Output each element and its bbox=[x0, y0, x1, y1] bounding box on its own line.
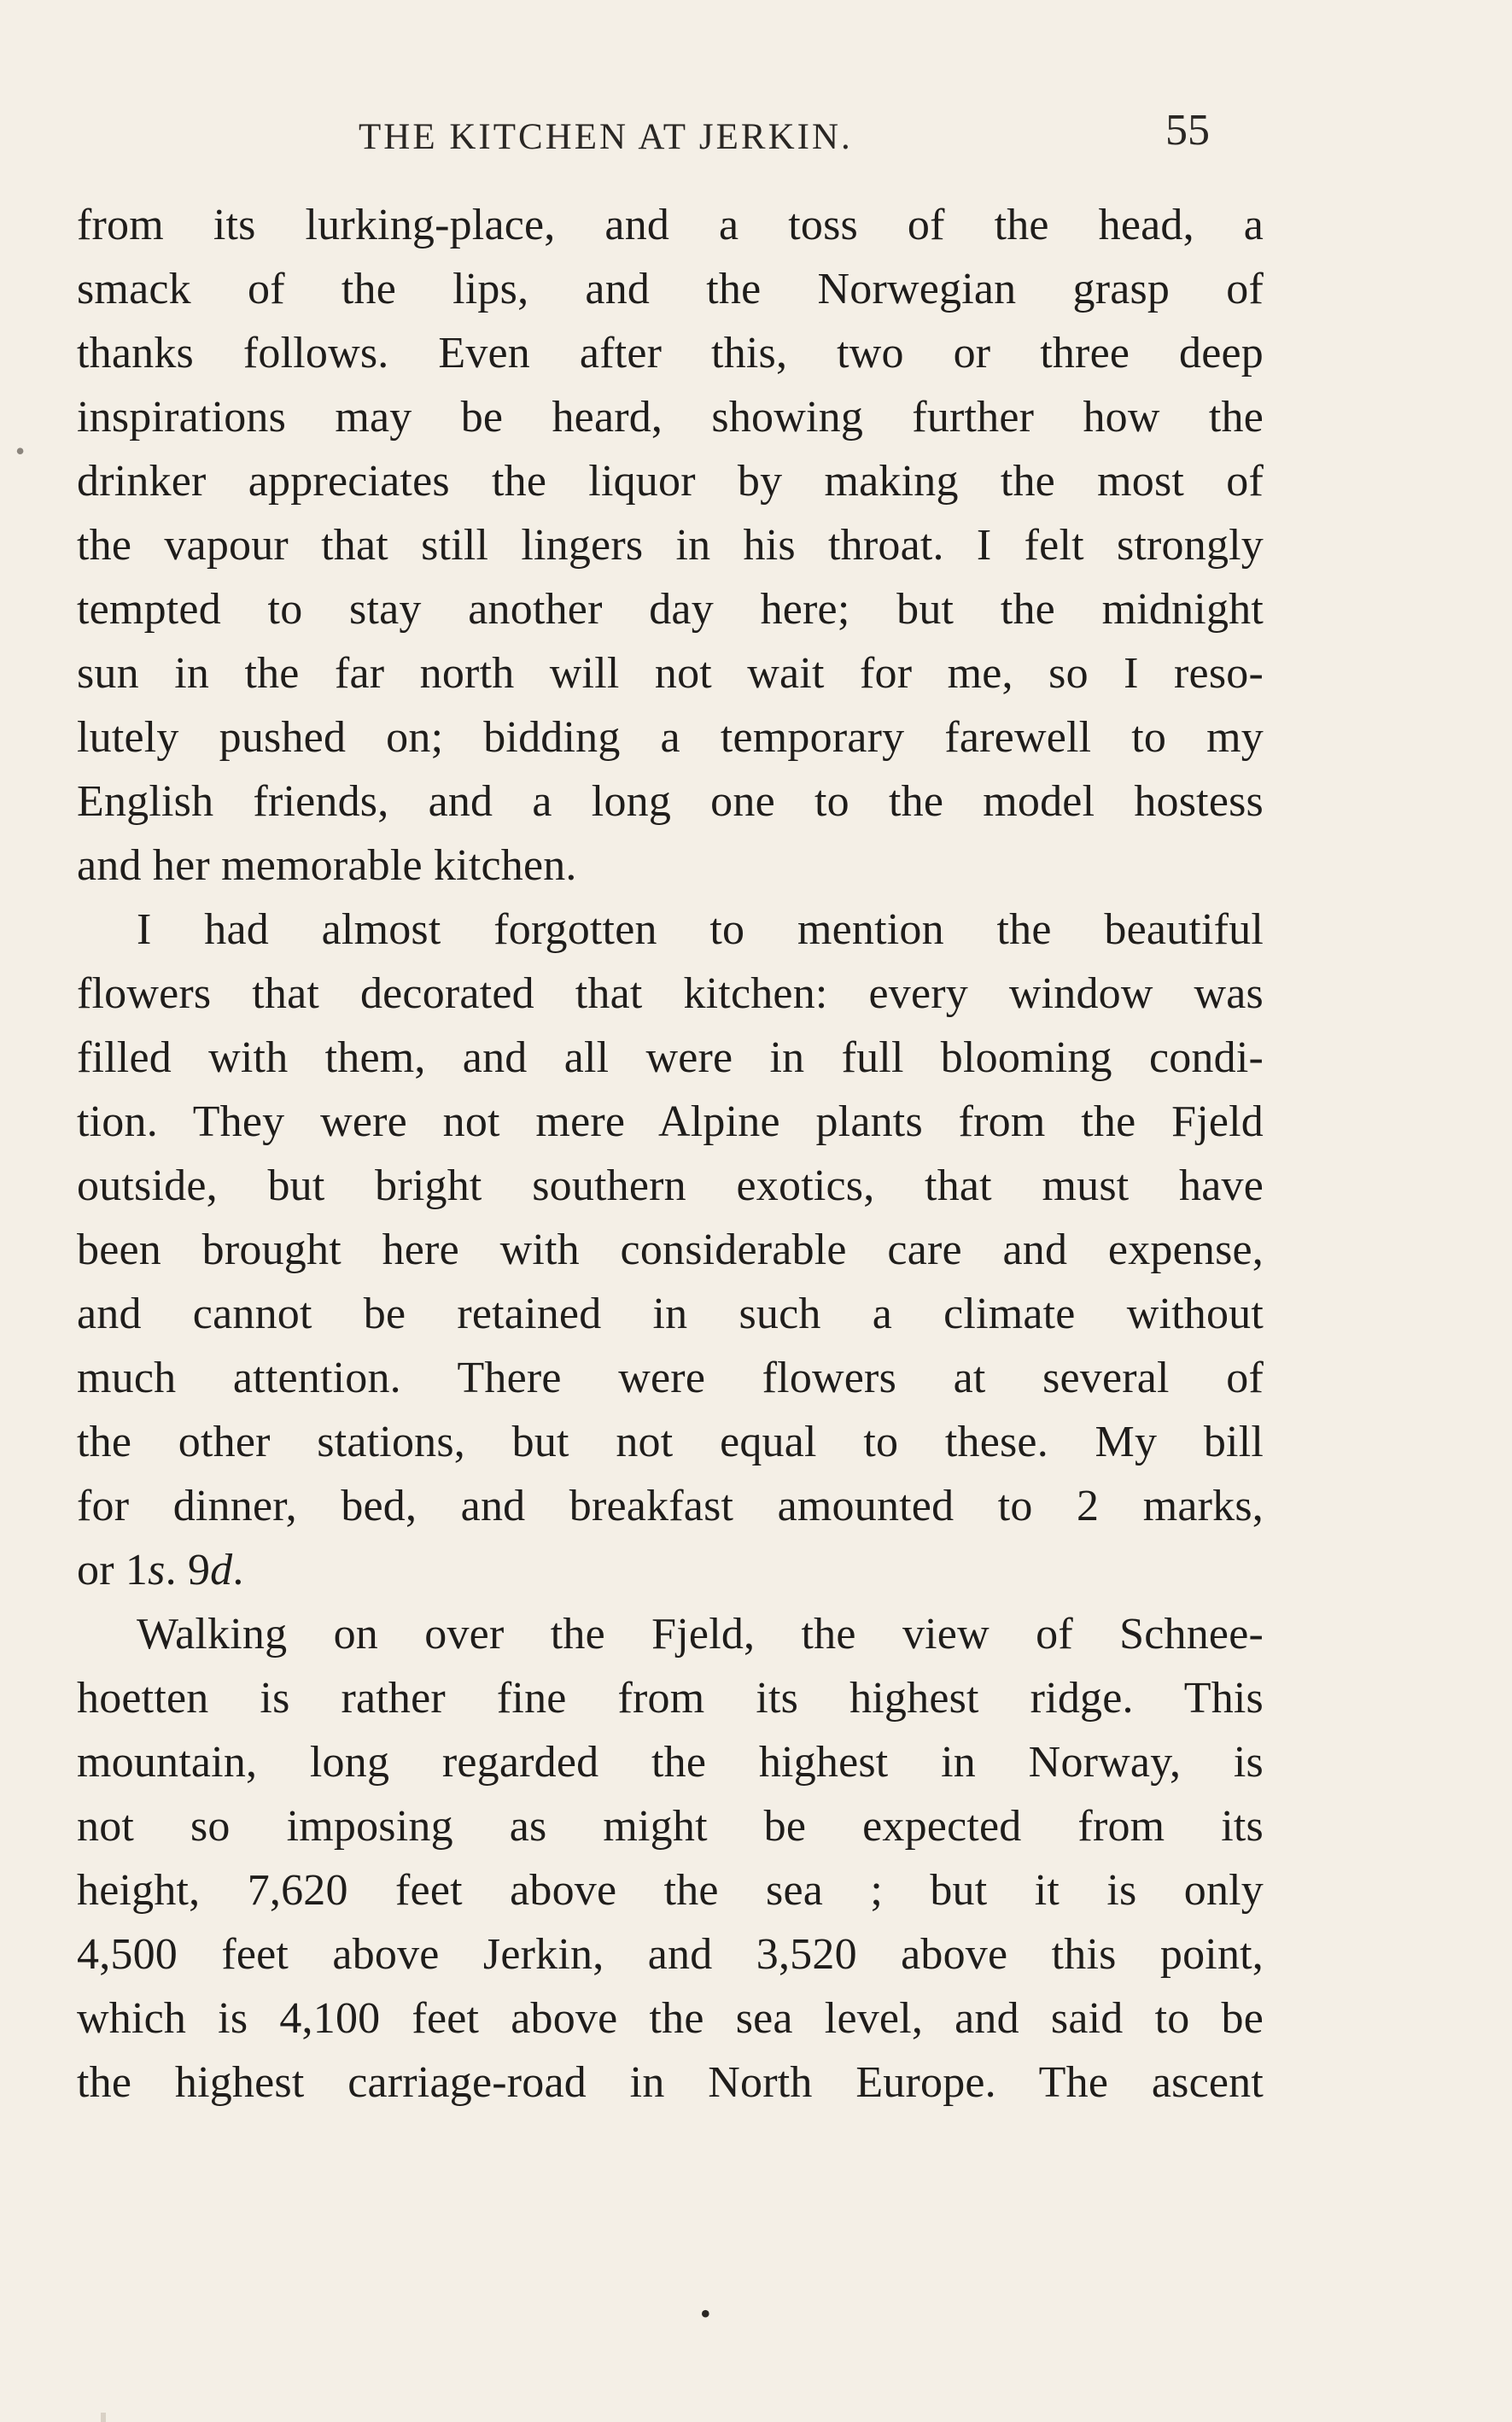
text-line: which is 4,100 feet above the sea level, and said to be bbox=[77, 1994, 1264, 2043]
text-line: English friends, and a long one to the model hostess bbox=[77, 777, 1264, 826]
text-line: been brought here with considerable care and expense, bbox=[77, 1226, 1264, 1274]
text-line: inspirations may be heard, showing further how the bbox=[77, 393, 1264, 442]
text-line: 4,500 feet above Jerkin, and 3,520 above this point, bbox=[77, 1930, 1264, 1979]
running-title: THE KITCHEN AT JERKIN. bbox=[359, 117, 853, 157]
text-line: drinker appreciates the liquor by making the most of bbox=[77, 457, 1264, 506]
page-number: 55 bbox=[1165, 106, 1210, 155]
pence-abbreviation: d bbox=[210, 1546, 233, 1594]
text-line: outside, but bright southern exotics, that must have bbox=[77, 1161, 1264, 1210]
text-line: and cannot be retained in such a climate without bbox=[77, 1290, 1264, 1338]
paragraph-start-line: I had almost forgotten to mention the beautiful bbox=[137, 905, 1264, 954]
body-text bbox=[77, 193, 1264, 2115]
text-line: smack of the lips, and the Norwegian grasp of bbox=[77, 265, 1264, 313]
text-line: height, 7,620 feet above the sea ; but it is only bbox=[77, 1866, 1264, 1915]
text-line: for dinner, bed, and breakfast amounted to 2 marks, bbox=[77, 1482, 1264, 1530]
running-head bbox=[0, 101, 1512, 161]
text-line: hoetten is rather fine from its highest ridge. This bbox=[77, 1674, 1264, 1723]
text-line: flowers that decorated that kitchen: every window was bbox=[77, 969, 1264, 1018]
currency-suffix: . bbox=[232, 1546, 244, 1594]
spine-mark bbox=[101, 2413, 106, 2422]
text-line: lutely pushed on; bidding a temporary farewell to my bbox=[77, 713, 1264, 762]
text-line: the highest carriage-road in North Europe. The ascent bbox=[77, 2058, 1264, 2107]
text-line: the other stations, but not equal to these. My bill bbox=[77, 1418, 1264, 1466]
text-line: mountain, long regarded the highest in Norway, is bbox=[77, 1738, 1264, 1787]
text-line: tion. They were not mere Alpine plants from the Fjeld bbox=[77, 1097, 1264, 1146]
paragraph-start-line: Walking on over the Fjeld, the view of Schnee- bbox=[137, 1610, 1264, 1659]
shillings-abbreviation: s bbox=[148, 1546, 166, 1594]
text-line: tempted to stay another day here; but the midnight bbox=[77, 585, 1264, 634]
text-line: filled with them, and all were in full blooming condi- bbox=[77, 1033, 1264, 1082]
text-line: from its lurking-place, and a toss of the head, a bbox=[77, 201, 1264, 249]
currency-prefix: or 1 bbox=[77, 1546, 149, 1594]
text-line: not so imposing as might be expected from its bbox=[77, 1802, 1264, 1851]
margin-dot: • bbox=[15, 436, 26, 466]
text-line: thanks follows. Even after this, two or three deep bbox=[77, 329, 1264, 377]
currency-middle: . 9 bbox=[165, 1546, 211, 1594]
bottom-dot: • bbox=[700, 2296, 711, 2331]
text-line: sun in the far north will not wait for me, so I reso- bbox=[77, 649, 1264, 698]
currency-line bbox=[77, 1538, 1264, 1602]
text-line: the vapour that still lingers in his throat. I felt strongly bbox=[77, 521, 1264, 570]
paragraph-end-line: and her memorable kitchen. bbox=[77, 841, 577, 890]
text-line: much attention. There were flowers at several of bbox=[77, 1354, 1264, 1402]
